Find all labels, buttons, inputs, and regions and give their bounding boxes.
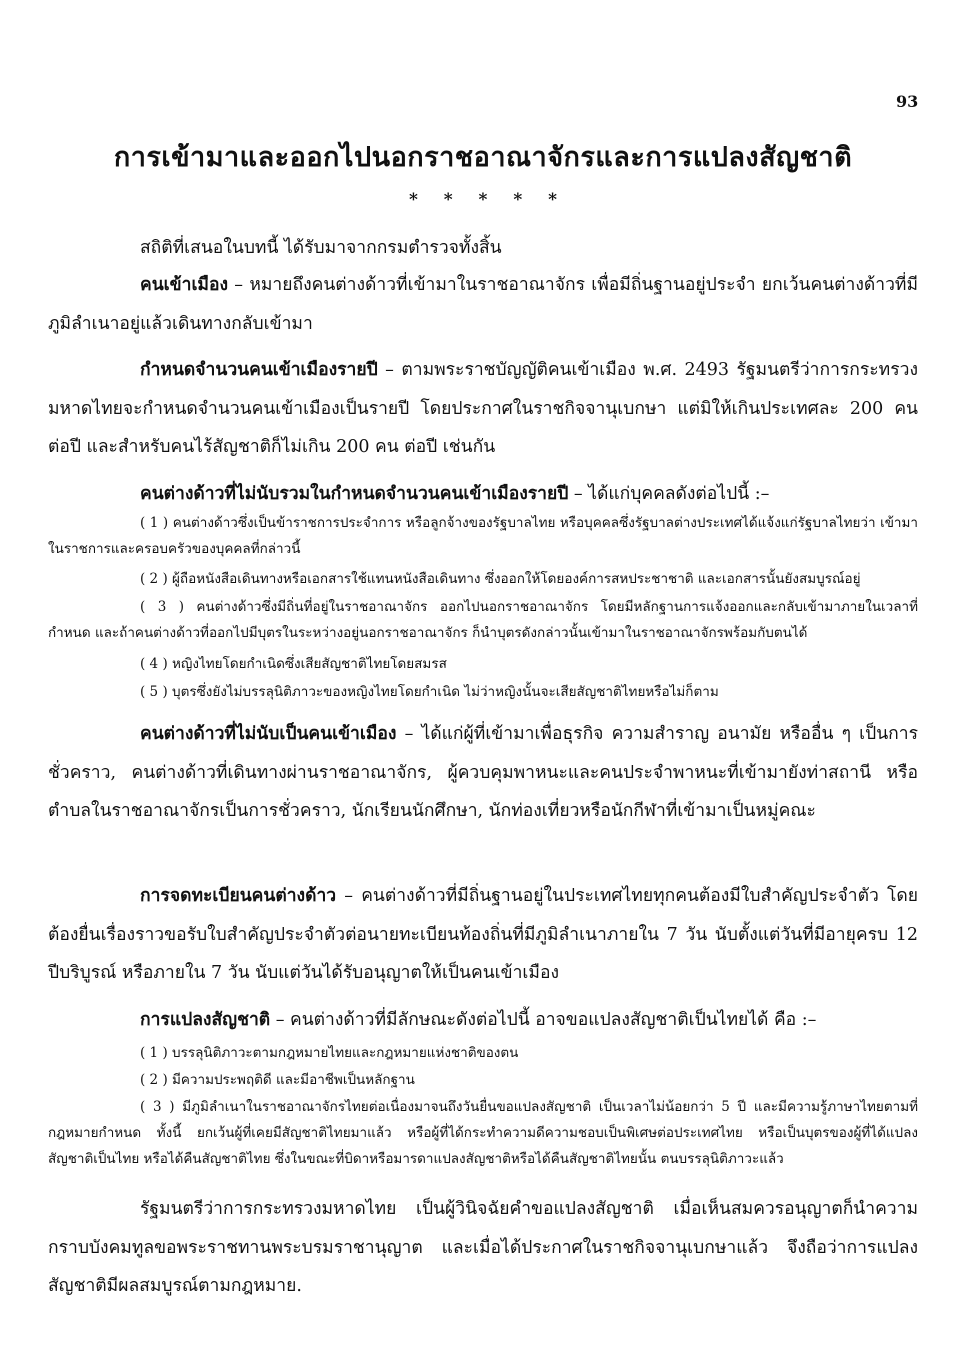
non-immigrant-term: คนต่างด้าวที่ไม่นับเป็นคนเข้าเมือง [140,724,397,744]
registration-definition [48,877,918,993]
quota-definition [48,351,918,467]
naturalization-definition [48,1001,918,1040]
naturalization-item-1: ( 1 ) บรรลุนิติภาวะตามกฎหมายไทยและกฎหมายแห่งชาติของตน [140,1045,519,1061]
naturalization-term: การแปลงสัญชาติ [140,1010,271,1030]
registration-term: การจดทะเบียนคนต่างด้าว [140,886,337,906]
non-immigrant-definition [48,715,918,831]
naturalization-item-3: ( 3 ) มีภูมิลำเนาในราชอาณาจักรไทยต่อเนื่องมาจนถึงวันยื่นขอแปลงสัญชาติ เป็นเวลาไม่น้อยกว่า 5 ปี และมีความรู้ภาษาไทยตามที่กฎหมายกำหนด ทั้งนี้ ยกเว้นผู้ที่เคยมีสัญชาติไทยมาแล้ว หรือผู้ที่ได้กระทำความดีความชอบเป็นพิเศษต่อประเทศไทย หรือเป็นบุตรของผู้ที่ได้แปลงสัญชาติเป็นไทย หรือได้คืนสัญชาติไทย ซึ่งในขณะที่บิดาหรือมารดาแปลงสัญชาติหรือได้คืนสัญชาติไทยนั้น ตนบรรลุนิติภาวะแล้ว [48,1099,918,1167]
page-title: การเข้ามาและออกไปนอกราชอาณาจักรและการแปลงสัญชาติ [113,142,853,173]
exempt-item-4: ( 4 ) หญิงไทยโดยกำเนิดซึ่งเสียสัญชาติไทยโดยสมรส [140,656,447,672]
exempt-text: – ได้แก่บุคคลดังต่อไปนี้ :– [568,484,770,504]
naturalization-item-2: ( 2 ) มีความประพฤติดี และมีอาชีพเป็นหลักฐาน [140,1072,415,1088]
immigrant-term: คนเข้าเมือง [140,275,229,295]
immigrant-text: – หมายถึงคนต่างด้าวที่เข้ามาในราชอาณาจักร เพื่อมีถิ่นฐานอยู่ประจำ ยกเว้นคนต่างด้าวที่มีภูมิลำเนาอยู่แล้วเดินทางกลับเข้ามา [48,275,918,334]
naturalization-text: – คนต่างด้าวที่มีลักษณะดังต่อไปนี้ อาจขอแปลงสัญชาติเป็นไทยได้ คือ :– [270,1010,817,1030]
exempt-definition [48,475,918,514]
quota-term: กำหนดจำนวนคนเข้าเมืองรายปี [140,360,378,380]
exempt-item-1: ( 1 ) คนต่างด้าวซึ่งเป็นข้าราชการประจำการ หรือลูกจ้างของรัฐบาลไทย หรือบุคคลซึ่งรัฐบาลต่างประเทศได้แจ้งแก่รัฐบาลไทยว่า เข้ามาในราชการและครอบครัวของบุคคลที่กล่าวนี้ [48,515,918,557]
exempt-item-3: ( 3 ) คนต่างด้าวซึ่งมีถิ่นที่อยู่ในราชอาณาจักร ออกไปนอกราชอาณาจักร โดยมีหลักฐานการแจ้งออกและกลับเข้ามาภายในเวลาที่กำหนด และถ้าคนต่างด้าวที่ออกไปมีบุตรในระหว่างอยู่นอกราชอาณาจักร ก็นำบุตรดังกล่าวนั้นเข้ามาในราชอาณาจักรพร้อมกับตนได้ [48,599,918,641]
registration-text: – คนต่างด้าวที่มีถิ่นฐานอยู่ในประเทศไทยทุกคนต้องมีใบสำคัญประจำตัว โดยต้องยื่นเรื่องราวขอรับใบสำคัญประจำตัวต่อนายทะเบียนท้องถิ่นที่มีภูมิลำเนาภายใน 7 วัน นับตั้งแต่วันที่มีอายุครบ 12 ปีบริบูรณ์ หรือภายใน 7 วัน นับแต่วันได้รับอนุญาตให้เป็นคนเข้าเมือง [48,886,918,983]
exempt-term: คนต่างด้าวที่ไม่นับรวมในกำหนดจำนวนคนเข้าเมืองรายปี [140,484,569,504]
quota-text: – ตามพระราชบัญญัติคนเข้าเมือง พ.ศ. 2493 รัฐมนตรีว่าการกระทรวงมหาดไทยจะกำหนดจำนวนคนเข้าเมืองเป็นรายปี โดยประกาศในราชกิจจานุเบกษา แต่มิให้เกินประเทศละ 200 คน ต่อปี และสำหรับคนไร้สัญชาติก็ไม่เกิน 200 คน ต่อปี เช่นกัน [48,360,918,457]
conclusion-paragraph: รัฐมนตรีว่าการกระทรวงมหาดไทย เป็นผู้วินิจฉัยคำขอแปลงสัญชาติ เมื่อเห็นสมควรอนุญาตก็นำความกราบบังคมทูลขอพระราชทานพระบรมราชานุญาต และเมื่อได้ประกาศในราชกิจจานุเบกษาแล้ว จึงถือว่าการแปลงสัญชาติมีผลสมบูรณ์ตามกฎหมาย. [48,1199,918,1296]
non-immigrant-text: – ได้แก่ผู้ที่เข้ามาเพื่อธุรกิจ ความสำราญ อนามัย หรืออื่น ๆ เป็นการชั่วคราว, คนต่างด้าวที่เดินทางผ่านราชอาณาจักร, ผู้ควบคุมพาหนะและคนประจำพาหนะที่เข้ามายังท่าสถานี หรือตำบลในราชอาณาจักรเป็นการชั่วคราว, นักเรียนนักศึกษา, นักท่องเที่ยวหรือนักกีฬาที่เข้ามาเป็นหมู่คณะ [48,724,918,821]
intro-paragraph: สถิติที่เสนอในบทนี้ ได้รับมาจากกรมตำรวจทั้งสิ้น [140,238,502,258]
immigrant-definition [48,266,918,343]
page-number: 93 [896,92,919,111]
exempt-item-2: ( 2 ) ผู้ถือหนังสือเดินทางหรือเอกสารใช้แทนหนังสือเดินทาง ซึ่งออกให้โดยองค์การสหประชาชาติ และเอกสารนั้นยังสมบูรณ์อยู่ [140,571,861,587]
exempt-item-5: ( 5 ) บุตรซึ่งยังไม่บรรลุนิติภาวะของหญิงไทยโดยกำเนิด ไม่ว่าหญิงนั้นจะเสียสัญชาติไทยหรือไม่ก็ตาม [140,684,719,700]
title-separator-stars: * * * * * [408,190,558,210]
